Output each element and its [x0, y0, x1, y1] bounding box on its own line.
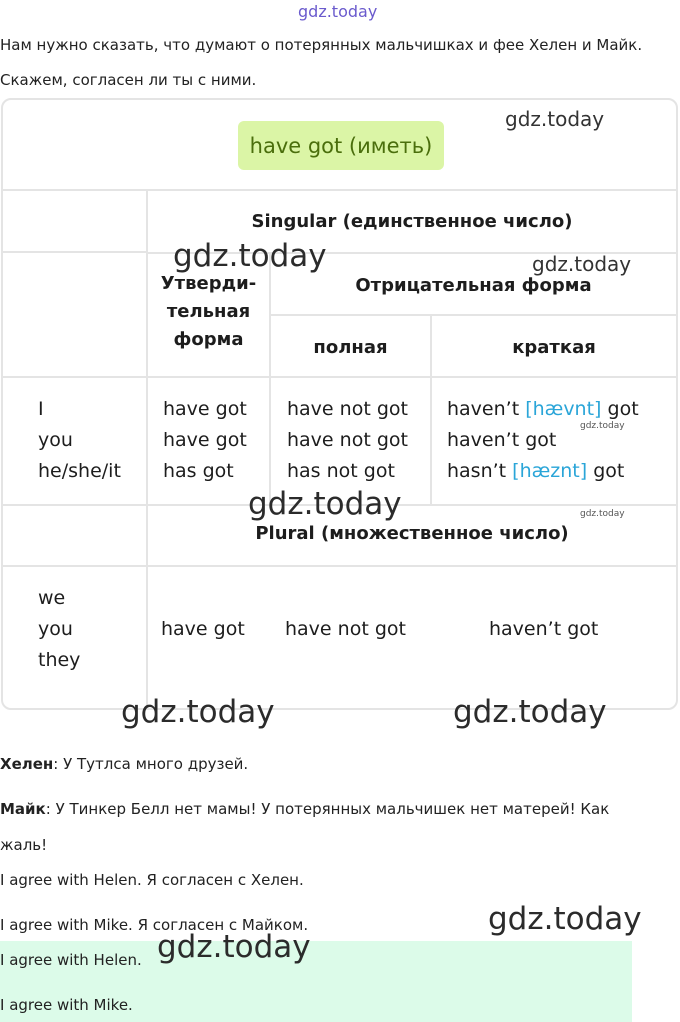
watermark: gdz.today	[488, 901, 642, 937]
pronoun: I	[38, 398, 44, 420]
pronoun: they	[38, 649, 81, 671]
affirmative-header: Утверди- тельная форма	[160, 273, 257, 350]
watermark: gdz.today	[532, 252, 632, 276]
transcription: [hævnt]	[525, 398, 602, 420]
watermark: gdz.today	[173, 238, 327, 274]
answer-box	[0, 941, 632, 1022]
negative-header: Отрицательная форма	[355, 275, 592, 296]
watermark: gdz.today	[580, 509, 625, 519]
affirmative-form: has got	[163, 460, 234, 482]
watermark: gdz.today	[121, 694, 275, 730]
short-negative-form: haven’t [hævnt] got	[447, 398, 639, 420]
watermark: gdz.today	[298, 2, 378, 21]
intro-line: Скажем, согласен ли ты с ними.	[0, 71, 257, 89]
short-negative-form: hasn’t [hæznt] got	[447, 460, 625, 482]
watermark: gdz.today	[157, 929, 311, 965]
answer-line: I agree with Helen.	[0, 951, 142, 969]
speaker-name: Майк	[0, 800, 46, 818]
affirmative-form: have got	[163, 398, 247, 420]
answer-line: I agree with Mike.	[0, 996, 133, 1014]
grammar-table	[1, 98, 678, 710]
affirmative-form: have got	[163, 429, 247, 451]
watermark: gdz.today	[453, 694, 607, 730]
singular-header: Singular (единственное число)	[251, 211, 573, 232]
watermark: gdz.today	[505, 107, 605, 131]
short-negative-form: haven’t got	[489, 618, 599, 640]
dialogue-line: Майк: У Тинкер Белл нет мамы! У потерянных мальчишек нет матерей! Как	[0, 800, 610, 818]
full-negative-form: have not got	[285, 618, 406, 640]
watermark: gdz.today	[580, 421, 625, 431]
dialogue-line: Хелен: У Тутлса много друзей.	[0, 755, 249, 773]
speaker-name: Хелен	[0, 755, 54, 773]
plural-header: Plural (множественное число)	[255, 523, 569, 544]
full-negative-form: has not got	[287, 460, 395, 482]
table-title: have got (иметь)	[238, 121, 444, 170]
full-negative-form: have not got	[287, 429, 408, 451]
intro-line: Нам нужно сказать, что думают о потерянных мальчишках и фее Хелен и Майк.	[0, 36, 643, 54]
transcription: [hæznt]	[512, 460, 588, 482]
pronoun: he/she/it	[38, 460, 121, 482]
pronoun: you	[38, 618, 73, 640]
watermark: gdz.today	[248, 486, 402, 522]
affirmative-form: have got	[161, 618, 245, 640]
dialogue-line: жаль!	[0, 836, 48, 854]
short-negative-form: haven’t got	[447, 429, 557, 451]
dialogue-line: I agree with Helen. Я согласен с Хелен.	[0, 871, 304, 889]
pronoun: we	[38, 587, 66, 609]
full-header: полная	[313, 337, 388, 358]
pronoun: you	[38, 429, 73, 451]
dialogue-line: I agree with Mike. Я согласен с Майком.	[0, 916, 309, 934]
full-negative-form: have not got	[287, 398, 408, 420]
short-header: краткая	[512, 337, 596, 358]
